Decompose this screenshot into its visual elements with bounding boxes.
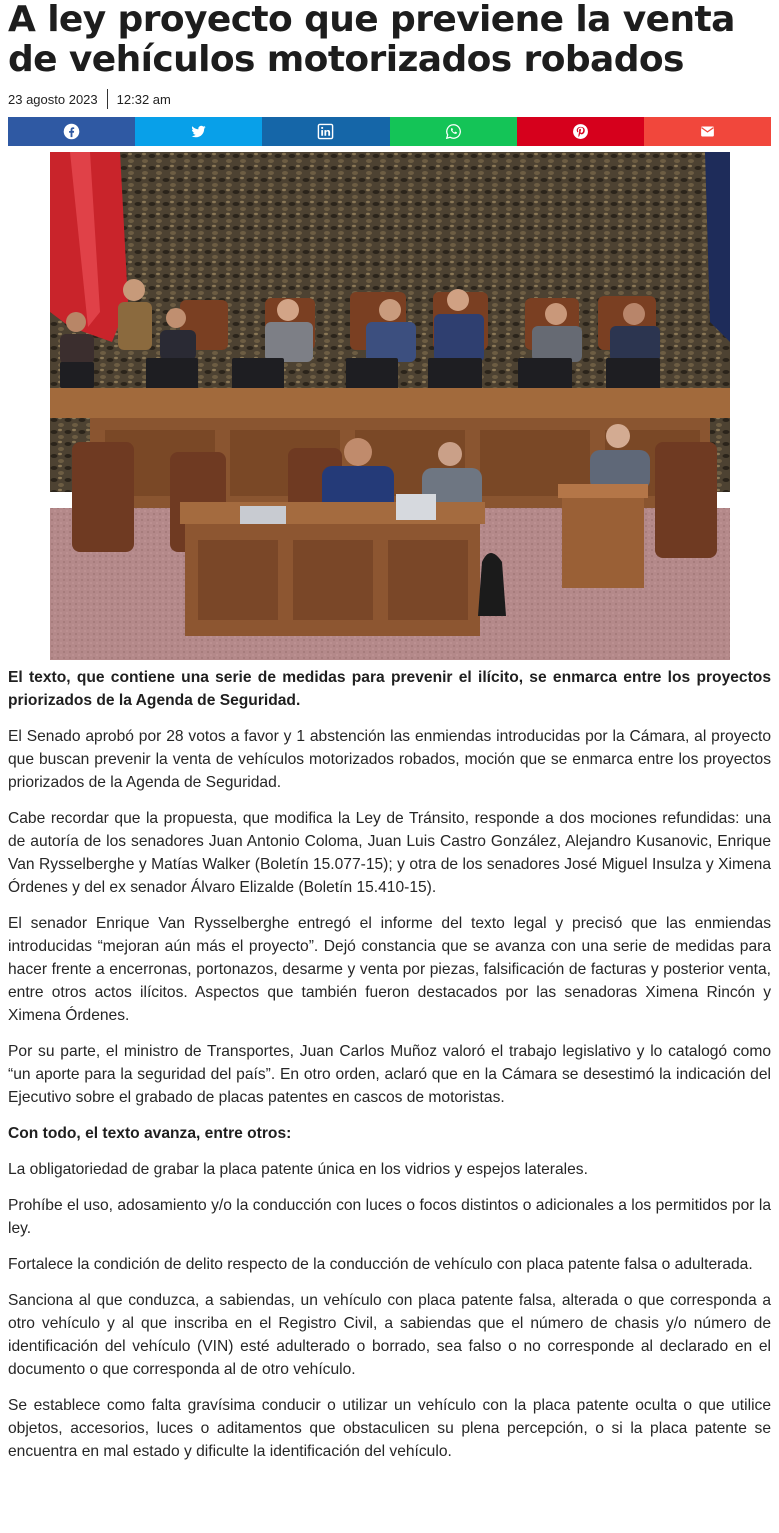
paragraph: Cabe recordar que la propuesta, que modifica la Ley de Tránsito, responde a dos mociones refundidas: una de autoría de los senadores Juan Antonio Coloma, Juan Luis Castro González, Alejandro Kusanovic, Enrique Van Rysselberghe y Matías Walker (Boletín 15.077-15); y otra de los senadores José Miguel Insulza y Ximena Órdenes y del ex senador Álvaro Elizalde (Boletín 15.410-15). <box>8 810 771 896</box>
paragraph: Fortalece la condición de delito respecto de la conducción de vehículo con placa patente falsa o adulterada. <box>8 1256 753 1273</box>
paragraph: La obligatoriedad de grabar la placa patente única en los vidrios y espejos laterales. <box>8 1161 588 1178</box>
meta-divider <box>107 89 108 109</box>
share-linkedin-button[interactable] <box>262 117 389 146</box>
article-title: A ley proyecto que previene la venta de vehículos motorizados robados <box>8 0 735 80</box>
share-bar <box>8 117 771 146</box>
senate-chamber-photo <box>50 152 730 660</box>
paragraph: El Senado aprobó por 28 votos a favor y 1 abstención las enmiendas introducidas por la Cámara, al proyecto que buscan prevenir la venta de vehículos motorizados robados, moción que se enmarca entre los proyectos priorizados de la Agenda de Seguridad. <box>8 728 771 791</box>
paragraph: El senador Enrique Van Rysselberghe entregó el informe del texto legal y precisó que las enmiendas introducidas “mejoran aún más el proyecto”. Dejó constancia que se avanza con una serie de medidas para hacer frente a encerronas, portonazos, desarme y venta por piezas, falsificación de facturas y posterior venta, entre otros actos ilícitos. Aspectos que también fueron destacados por las senadoras Ximena Rincón y Ximena Órdenes. <box>8 915 771 1024</box>
linkedin-icon <box>317 123 334 140</box>
article-body <box>8 666 771 1463</box>
share-email-button[interactable] <box>644 117 771 146</box>
whatsapp-icon <box>445 123 462 140</box>
subheading: Con todo, el texto avanza, entre otros: <box>8 1125 292 1142</box>
facebook-icon <box>63 123 80 140</box>
article-date: 23 agosto 2023 <box>8 91 98 107</box>
paragraph: Por su parte, el ministro de Transportes, Juan Carlos Muñoz valoró el trabajo legislativo y lo catalogó como “un aporte para la seguridad del país”. En otro orden, aclaró que en la Cámara se desestimó la indicación del Ejecutivo sobre el grabado de placas patentes en cascos de motoristas. <box>8 1043 771 1106</box>
article-time: 12:32 am <box>116 91 171 107</box>
share-pinterest-button[interactable] <box>517 117 644 146</box>
share-whatsapp-button[interactable] <box>390 117 517 146</box>
email-icon <box>699 123 716 140</box>
paragraph: Prohíbe el uso, adosamiento y/o la conducción con luces o focos distintos o adicionales a los permitidos por la ley. <box>8 1197 771 1237</box>
article-meta <box>8 87 771 111</box>
share-twitter-button[interactable] <box>135 117 262 146</box>
twitter-icon <box>190 123 207 140</box>
paragraph: Se establece como falta gravísima conducir o utilizar un vehículo con la placa patente oculta o que utilice objetos, accesorios, luces o aditamentos que obstaculicen su plena percepción, o si la placa patente se encuentra en mal estado y dificulte la identificación del vehículo. <box>8 1397 771 1460</box>
share-facebook-button[interactable] <box>8 117 135 146</box>
pinterest-icon <box>572 123 589 140</box>
paragraph: Sanciona al que conduzca, a sabiendas, un vehículo con placa patente falsa, alterada o que corresponda a otro vehículo y al que inscriba en el Registro Civil, a sabiendas que el número de chasis y/o número de identificación del vehículo (VIN) esté adulterado o borrado, sea falso o no corresponde al declarado en el documento o que corresponda al de otro vehículo. <box>8 1292 771 1378</box>
article-lead: El texto, que contiene una serie de medidas para prevenir el ilícito, se enmarca entre los proyectos priorizados de la Agenda de Seguridad. <box>8 669 771 709</box>
